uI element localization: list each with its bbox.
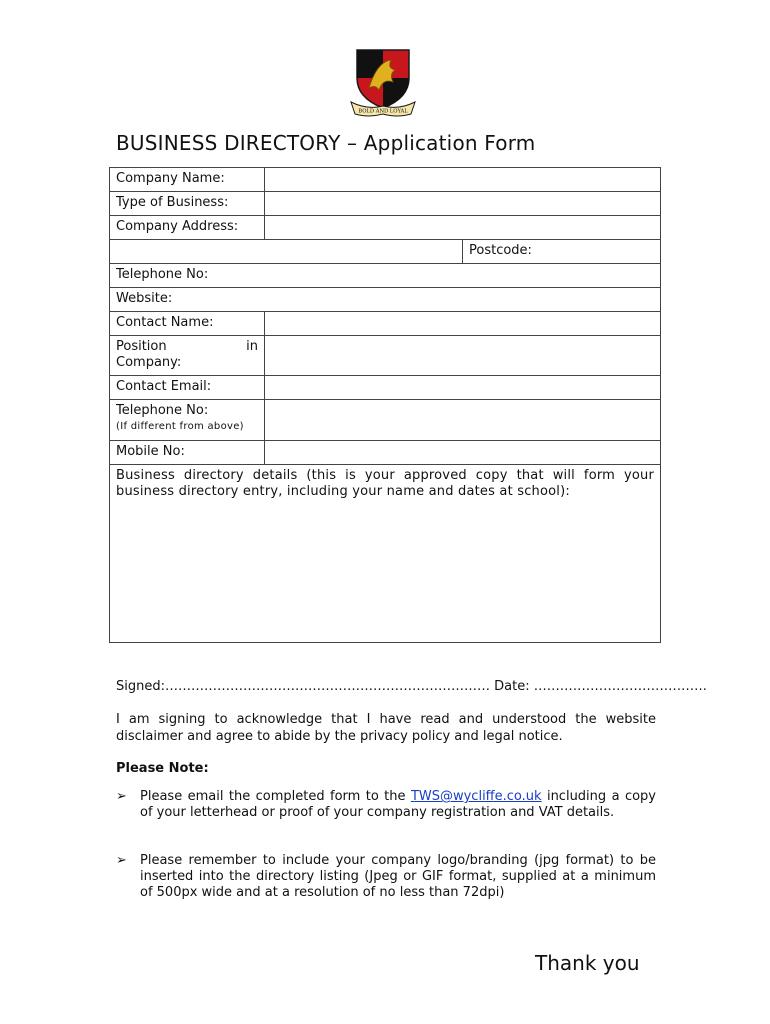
signature-date-line: Signed:………………………………………………………………… Date: …………………………………. bbox=[116, 679, 707, 694]
company-name-field[interactable] bbox=[265, 168, 661, 192]
page-title: BUSINESS DIRECTORY – Application Form bbox=[116, 131, 536, 155]
bullet-arrow-icon: ➢ bbox=[116, 853, 127, 868]
telephone2-label: Telephone No: (If different from above) bbox=[110, 400, 265, 441]
company-address-field-line2[interactable] bbox=[110, 240, 463, 264]
school-crest-logo bbox=[349, 44, 417, 118]
telephone2-note: (If different from above) bbox=[116, 421, 244, 432]
company-address-field[interactable] bbox=[265, 216, 661, 240]
note-item-logo: ➢ Please remember to include your company logo/branding (jpg format) to be inserted into the directory listing (Jpeg or GIF format, supplied at a minimum of 500px wide and at a resolution of no less than 72dpi) bbox=[116, 853, 656, 900]
website-field[interactable] bbox=[110, 288, 661, 312]
telephone2-field[interactable] bbox=[265, 400, 661, 441]
postcode-label: Postcode: bbox=[469, 243, 532, 258]
directory-details-label: Business directory details (this is your approved copy that will form your business directory entry, including your name and dates at school): bbox=[116, 468, 654, 499]
bullet-arrow-icon: ➢ bbox=[116, 789, 127, 804]
application-form bbox=[109, 167, 661, 643]
svg-text:BOLD AND LOYAL: BOLD AND LOYAL bbox=[358, 108, 408, 115]
type-of-business-field[interactable] bbox=[265, 192, 661, 216]
company-address-label: Company Address: bbox=[110, 216, 265, 240]
contact-name-field[interactable] bbox=[265, 312, 661, 336]
type-of-business-label: Type of Business: bbox=[110, 192, 265, 216]
company-name-label: Company Name: bbox=[110, 168, 265, 192]
position-field[interactable] bbox=[265, 336, 661, 376]
position-label: Position in Company: bbox=[110, 336, 265, 376]
mobile-field[interactable] bbox=[265, 441, 661, 465]
contact-name-label: Contact Name: bbox=[110, 312, 265, 336]
directory-details-field[interactable] bbox=[110, 465, 661, 643]
contact-email-label: Contact Email: bbox=[110, 376, 265, 400]
telephone-field[interactable] bbox=[110, 264, 661, 288]
please-note-heading: Please Note: bbox=[116, 761, 209, 776]
contact-email-field[interactable] bbox=[265, 376, 661, 400]
thank-you-text: Thank you bbox=[535, 951, 640, 975]
telephone-label: Telephone No: bbox=[116, 267, 209, 282]
acknowledgement-text: I am signing to acknowledge that I have read and understood the website disclaimer and agree to abide by the privacy policy and legal notice. bbox=[116, 712, 656, 744]
postcode-field[interactable] bbox=[463, 240, 661, 264]
note-item-email: ➢ Please email the completed form to the TWS@wycliffe.co.uk including a copy of your letterhead or proof of your company registration and VAT details. bbox=[116, 789, 657, 820]
mobile-label: Mobile No: bbox=[110, 441, 265, 465]
email-link[interactable]: TWS@wycliffe.co.uk bbox=[410, 789, 542, 804]
website-label: Website: bbox=[116, 291, 173, 306]
